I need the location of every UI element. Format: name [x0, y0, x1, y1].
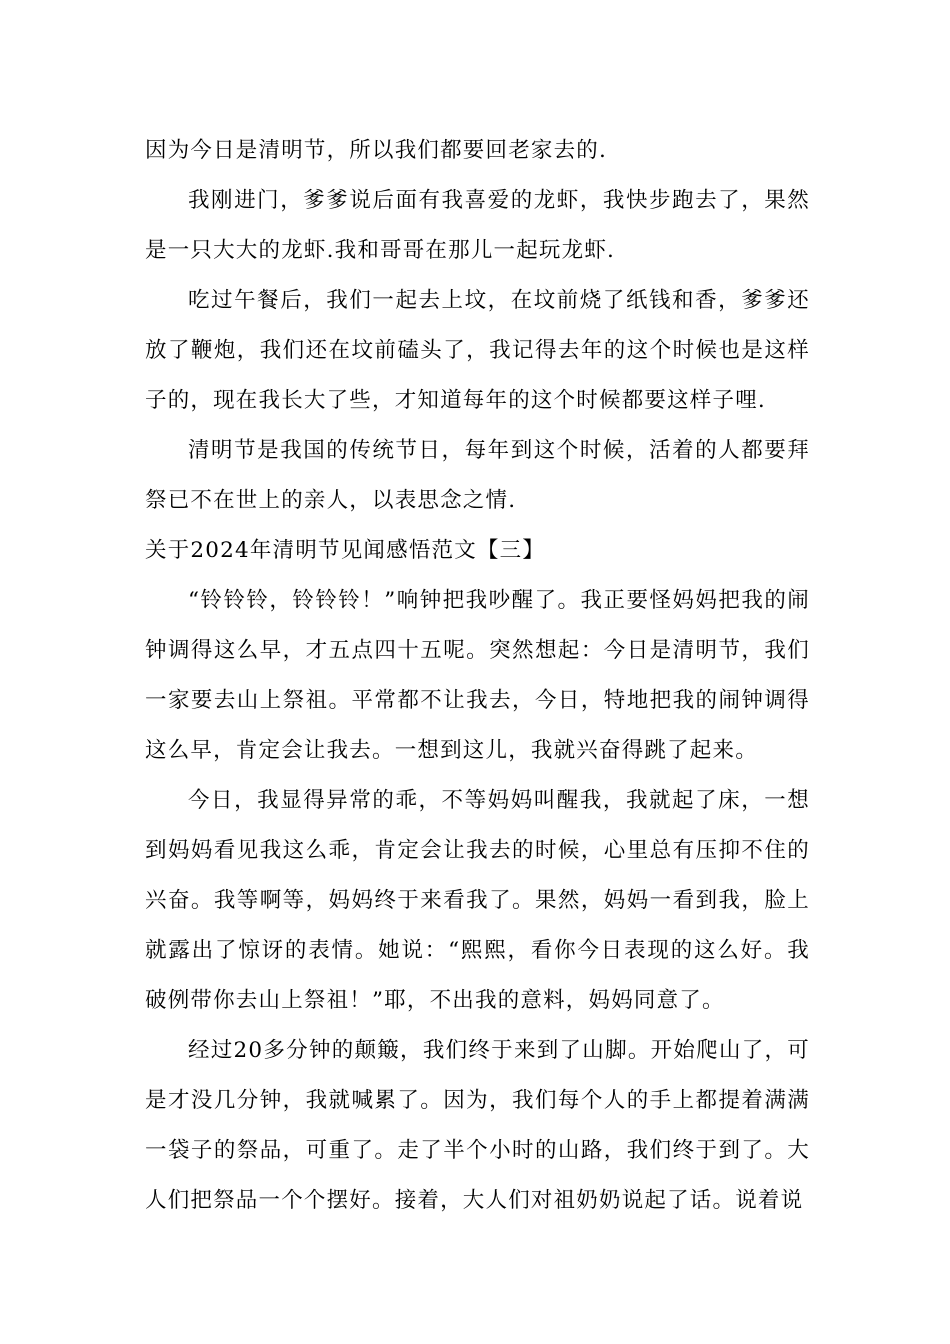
- section-heading: 关于2024年清明节见闻感悟范文【三】: [145, 538, 546, 563]
- paragraph-6: 今日，我显得异常的乖，不等妈妈叫醒我，我就起了床，一想到妈妈看见我这么乖，肯定会让我去的时候，心里总有压抑不住的兴奋。我等啊等，妈妈终于来看我了。果然，妈妈一看到我，脸上就露出了惊讶的表情。她说：“熙熙，看你今日表现的这么好。我破例带你去山上祭祖！”耶，不出我的意料，妈妈同意了。: [145, 788, 810, 1013]
- paragraph-1: 因为今日是清明节，所以我们都要回老家去的.: [145, 138, 608, 163]
- document-body: [145, 126, 810, 1226]
- paragraph-3: 吃过午餐后，我们一起去上坟，在坟前烧了纸钱和香，爹爹还放了鞭炮，我们还在坟前磕头了，我记得去年的这个时候也是这样子的，现在我长大了些，才知道每年的这个时候都要这样子哩.: [145, 288, 810, 413]
- paragraph-4: 清明节是我国的传统节日，每年到这个时候，活着的人都要拜祭已不在世上的亲人，以表思念之情.: [145, 438, 810, 513]
- paragraph-7: 经过20多分钟的颠簸，我们终于来到了山脚。开始爬山了，可是才没几分钟，我就喊累了。因为，我们每个人的手上都提着满满一袋子的祭品，可重了。走了半个小时的山路，我们终于到了。大人们把祭品一个个摆好。接着，大人们对祖奶奶说起了话。说着说: [145, 1038, 810, 1213]
- paragraph-2: 我刚进门，爹爹说后面有我喜爱的龙虾，我快步跑去了，果然是一只大大的龙虾.我和哥哥在那儿一起玩龙虾.: [145, 188, 810, 263]
- paragraph-5: “铃铃铃，铃铃铃！”响钟把我吵醒了。我正要怪妈妈把我的闹钟调得这么早，才五点四十五呢。突然想起：今日是清明节，我们一家要去山上祭祖。平常都不让我去，今日，特地把我的闹钟调得这么早，肯定会让我去。一想到这儿，我就兴奋得跳了起来。: [145, 588, 810, 763]
